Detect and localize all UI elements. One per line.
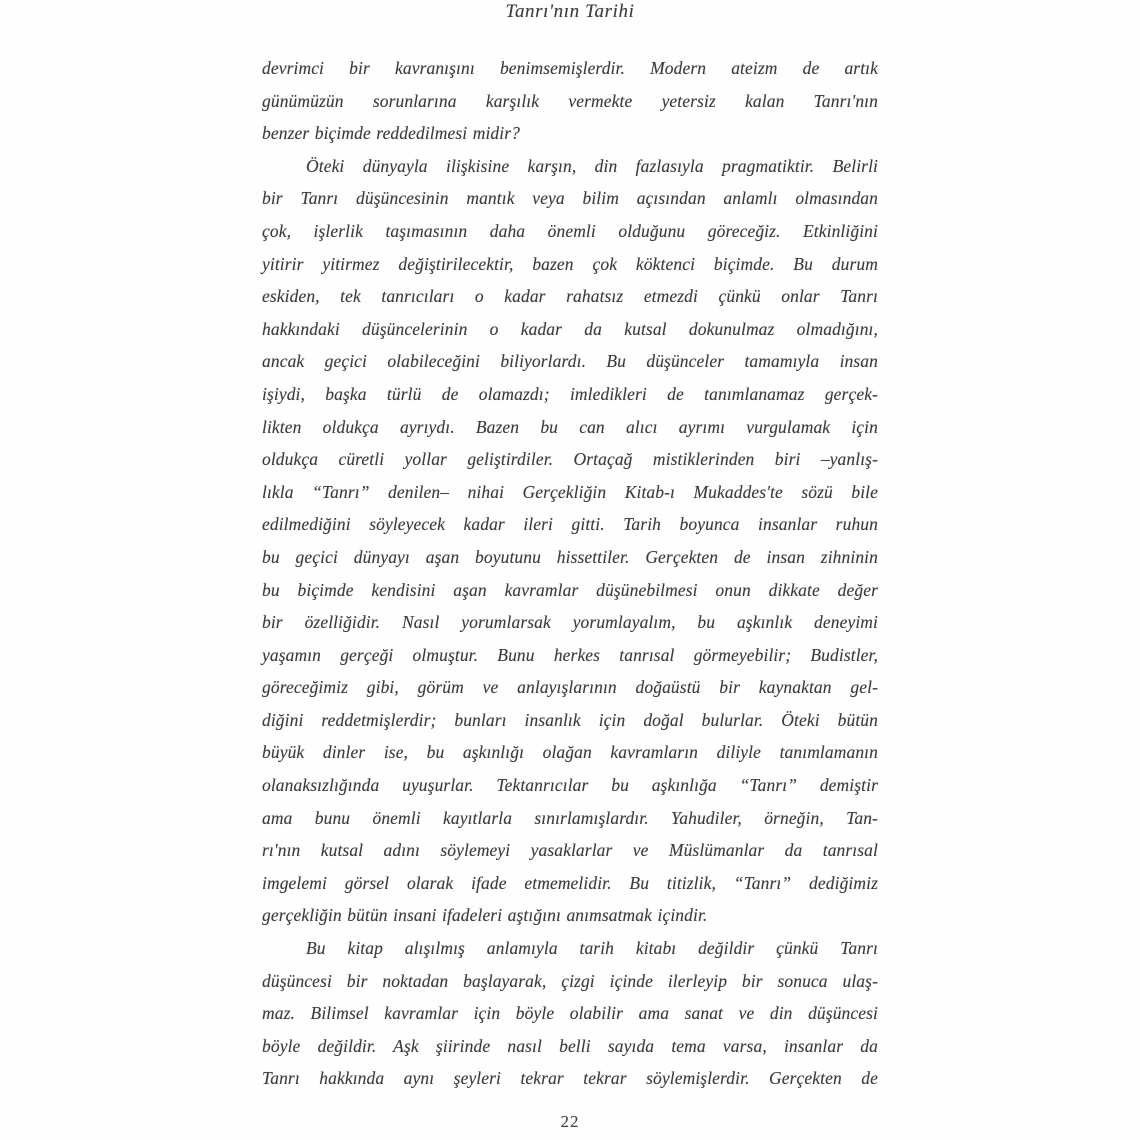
body-line: likten oldukça ayrıydı. Bazen bu can alıcı ayrımı vurgulamak için (262, 416, 878, 437)
paragraph (262, 150, 878, 932)
body-line: yitirir yitirmez değiştirilecektir, bazen çok köktenci biçimde. Bu durum (262, 253, 878, 274)
body-line: eskiden, tek tanrıcıları o kadar rahatsız etmezdi çünkü onlar Tanrı (262, 286, 878, 307)
paragraph (262, 52, 878, 150)
body-line: bir özelliğidir. Nasıl yorumlarsak yorumlayalım, bu aşkınlık deneyimi (262, 612, 878, 633)
body-line: edilmediğini söyleyecek kadar ileri gitti. Tarih boyunca insanlar ruhun (262, 514, 878, 535)
body-line: bu biçimde kendisini aşan kavramlar düşünebilmesi onun dikkate değer (262, 579, 878, 600)
body-line: göreceğimiz gibi, görüm ve anlayışlarının doğaüstü bir kaynaktan gel- (262, 677, 878, 698)
body-line: maz. Bilimsel kavramlar için böyle olabilir ama sanat ve din düşüncesi (262, 1003, 878, 1024)
body-line: benzer biçimde reddedilmesi midir? (262, 123, 520, 144)
body-line: ancak geçici olabileceğini biliyorlardı. Bu düşünceler tamamıyla insan (262, 351, 878, 372)
body-line: böyle değildir. Aşk şiirinde nasıl belli sayıda tema varsa, insanlar da (262, 1035, 878, 1056)
body-line: gerçekliğin bütün insani ifadeleri aştığını anımsatmak içindir. (262, 905, 708, 926)
body-line: bir Tanrı düşüncesinin mantık veya bilim açısından anlamlı olmasından (262, 188, 878, 209)
body-line: rı'nın kutsal adını söylemeyi yasaklarlar ve Müslümanlar da tanrısal (262, 840, 878, 861)
body-line: olanaksızlığında uyuşurlar. Tektanrıcılar bu aşkınlığa “Tanrı” demiştir (262, 775, 878, 796)
running-head: Tanrı'nın Tarihi (505, 1, 635, 22)
body-line: imgelemi görsel olarak ifade etmemelidir. Bu titizlik, “Tanrı” dediğimiz (262, 872, 878, 893)
body-line: Tanrı hakkında aynı şeyleri tekrar tekrar söylemişlerdir. Gerçekten de (262, 1068, 878, 1089)
body-line: düşüncesi bir noktadan başlayarak, çizgi içinde ilerleyip bir sonuca ulaş- (262, 970, 878, 991)
body-line: hakkındaki düşüncelerinin o kadar da kutsal dokunulmaz olmadığını, (262, 318, 878, 339)
body-line: büyük dinler ise, bu aşkınlığı olağan kavramların diliyle tanımlamanın (262, 742, 878, 763)
body-line: çok, işlerlik taşımasının daha önemli olduğunu göreceğiz. Etkinliğini (262, 220, 878, 241)
text-block (262, 52, 878, 1095)
body-line: diğini reddetmişlerdir; bunları insanlık için doğal bulurlar. Öteki bütün (262, 709, 878, 730)
body-line: bu geçici dünyayı aşan boyutunu hissettiler. Gerçekten de insan zihninin (262, 546, 878, 567)
body-line: lıkla “Tanrı” denilen– nihai Gerçekliğin Kitab-ı Mukaddes'te sözü bile (262, 481, 878, 502)
paragraph (262, 932, 878, 1095)
body-line: devrimci bir kavranışını benimsemişlerdir. Modern ateizm de artık (262, 58, 878, 78)
body-line: Bu kitap alışılmış anlamıyla tarih kitabı değildir çünkü Tanrı (306, 938, 878, 959)
body-line: günümüzün sorunlarına karşılık vermekte yetersiz kalan Tanrı'nın (262, 90, 878, 111)
body-line: oldukça cüretli yollar geliştirdiler. Ortaçağ mistiklerinden biri –yanlış- (262, 449, 878, 470)
page-number: 22 (560, 1112, 580, 1131)
body-line: ama bunu önemli kayıtlarla sınırlamışlardır. Yahudiler, örneğin, Tan- (262, 807, 878, 828)
body-line: yaşamın gerçeği olmuştur. Bunu herkes tanrısal görmeyebilir; Budistler, (262, 644, 878, 665)
body-line: işiydi, başka türlü de olamazdı; imledikleri de tanımlanamaz gerçek- (262, 383, 878, 404)
body-line: Öteki dünyayla ilişkisine karşın, din fazlasıyla pragmatiktir. Belirli (306, 155, 878, 176)
